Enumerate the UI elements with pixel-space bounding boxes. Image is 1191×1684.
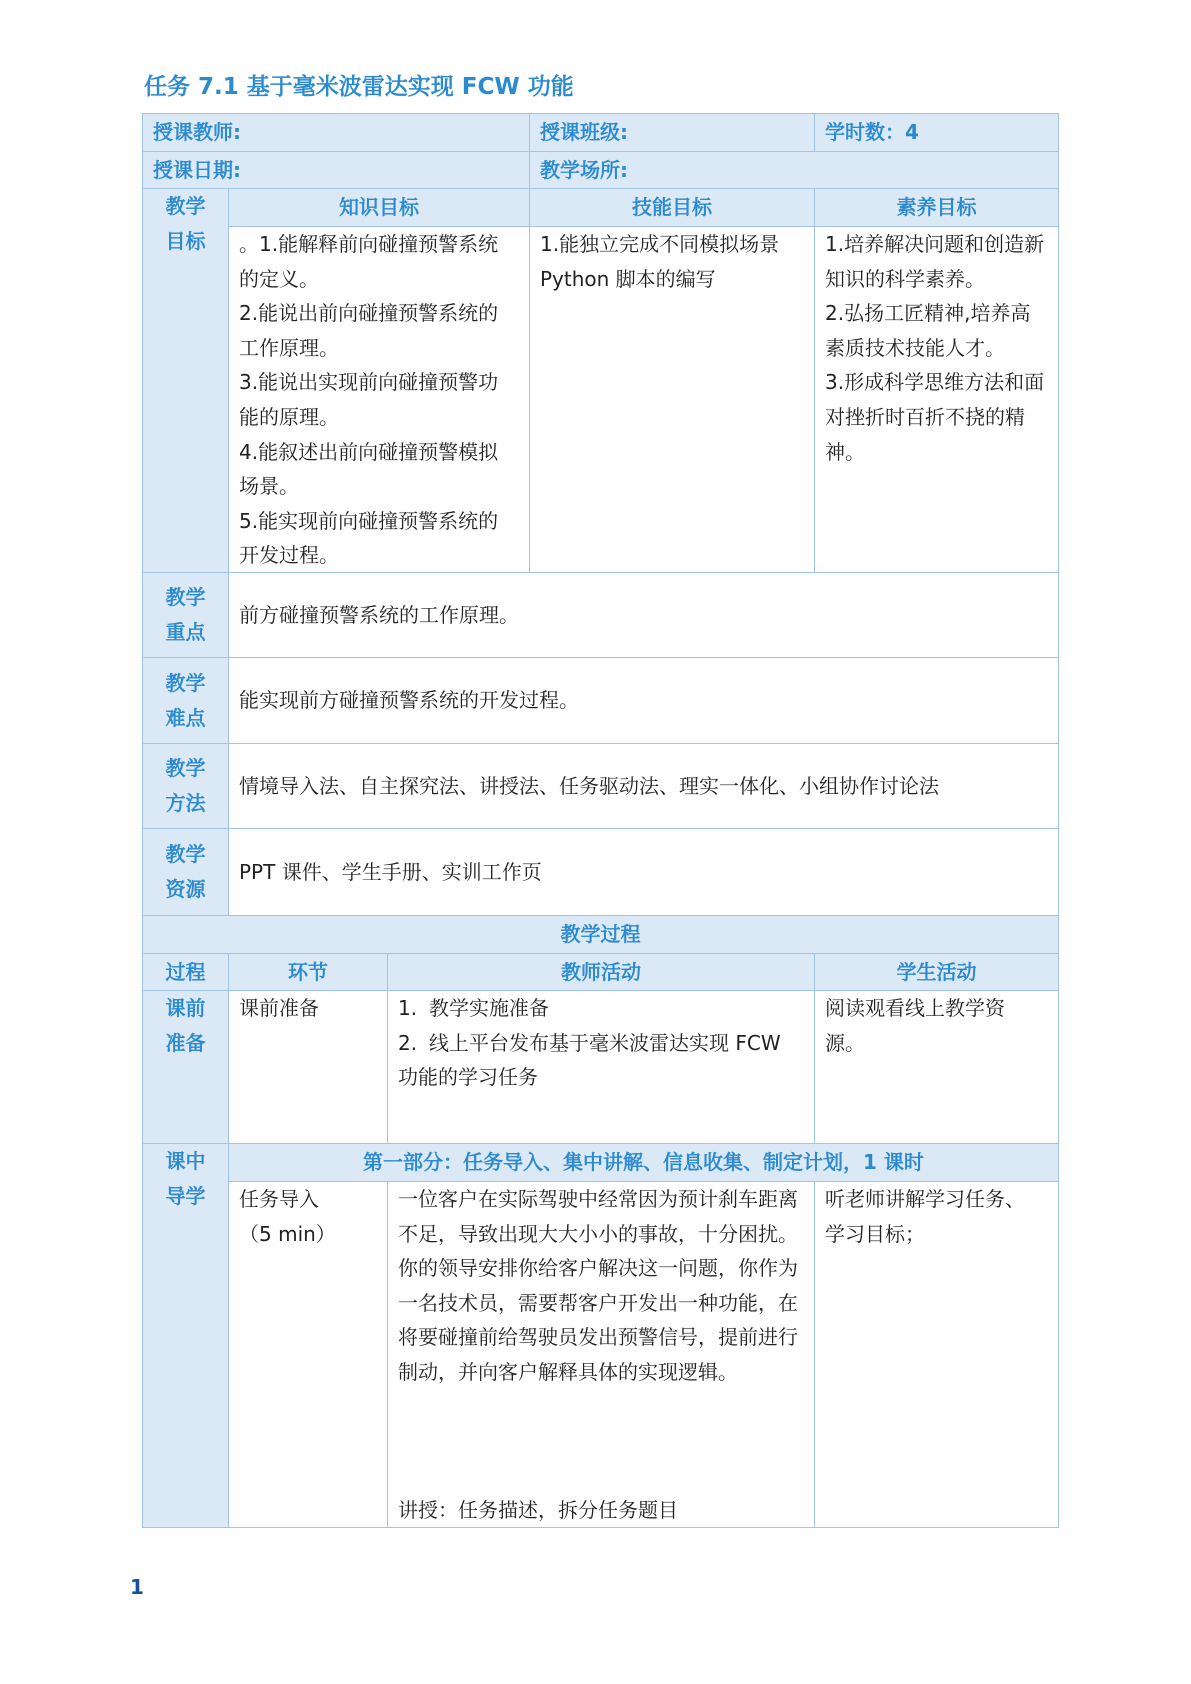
knowledge-header (228, 188, 530, 227)
in-class-step-cell (228, 1181, 388, 1528)
page-number: 1 (130, 1575, 144, 1599)
teacher-label-cell (142, 113, 530, 152)
text-line: 阅读观看线上教学资 (825, 996, 1005, 1020)
venue-label-cell (529, 151, 1059, 189)
label-line: 教学 (165, 194, 206, 218)
teacher-label: 授课教师: (153, 120, 241, 145)
list-item-text: 线上平台发布基于毫米波雷达实现 FCW (429, 1030, 781, 1055)
text-line: 3.能说出实现前向碰撞预警功 (239, 370, 499, 395)
knowledge-header-label: 知识目标 (339, 195, 419, 220)
text-line: 将要碰撞前给驾驶员发出预警信号，提前进行 (398, 1325, 798, 1350)
step-text: 课前准备 (239, 996, 319, 1020)
resources-cell (228, 828, 1059, 916)
difficulties-text: 能实现前方碰撞预警系统的开发过程。 (239, 688, 579, 713)
key-points-cell (228, 572, 1059, 658)
literacy-header (814, 188, 1059, 227)
student-activity-header (814, 953, 1059, 991)
label-line: 教学 (165, 842, 206, 867)
text-line: 一位客户在实际驾驶中经常因为预计刹车距离 (398, 1187, 798, 1211)
text-line: 工作原理。 (239, 335, 339, 360)
in-class-label-cell (142, 1143, 229, 1528)
text-line: 源。 (825, 1030, 865, 1055)
methods-cell (228, 743, 1059, 829)
text-line: 你的领导安排你给客户解决这一问题，你作为 (398, 1256, 798, 1281)
class-label: 授课班级: (540, 120, 628, 145)
text-line: 制动，并向客户解释具体的实现逻辑。 (398, 1359, 738, 1384)
label-line: 目标 (165, 228, 206, 253)
skill-objectives (529, 226, 815, 573)
objectives-label-cell (142, 188, 229, 573)
venue-label: 教学场所: (540, 157, 628, 182)
class-label-cell (529, 113, 815, 152)
pre-class-label-cell (142, 990, 229, 1144)
label-line: 导学 (165, 1183, 206, 1208)
list-number: 1. (398, 996, 418, 1020)
text-line: 开发过程。 (239, 543, 339, 568)
text-line: 1.培养解决问题和创造新 (825, 232, 1045, 256)
in-class-teacher-cell (387, 1181, 815, 1528)
step-text: 任务导入 (239, 1187, 319, 1211)
label-line: 教学 (165, 585, 206, 610)
text-line: 2.弘扬工匠精神,培养高 (825, 301, 1031, 326)
step-duration: （5 min） (239, 1221, 336, 1246)
date-label: 授课日期: (153, 157, 241, 182)
methods-label-cell (142, 743, 229, 829)
difficulties-label-cell (142, 657, 229, 744)
knowledge-objectives (228, 226, 530, 573)
text-line: 的定义。 (239, 266, 319, 291)
pre-class-student-cell (814, 990, 1059, 1144)
step-header (228, 953, 388, 991)
process-title-label: 教学过程 (560, 922, 641, 947)
teacher-activity-header-label: 教师活动 (561, 959, 641, 984)
pre-class-step-cell (228, 990, 388, 1144)
list-item-text: 教学实施准备 (429, 996, 549, 1020)
methods-text: 情境导入法、自主探究法、讲授法、任务驱动法、理实一体化、小组协作讨论法 (239, 773, 939, 798)
difficulties-cell (228, 657, 1059, 744)
skill-header-label: 技能目标 (632, 195, 712, 220)
text-line: 听老师讲解学习任务、 (825, 1187, 1025, 1211)
text-line: 一名技术员，需要帮客户开发出一种功能，在 (398, 1290, 798, 1315)
literacy-header-label: 素养目标 (896, 195, 977, 220)
text-line: Python 脚本的编写 (540, 266, 716, 291)
label-line: 方法 (165, 791, 206, 815)
list-number: 2. (398, 1030, 418, 1055)
text-line: 能的原理。 (239, 404, 339, 429)
in-class-student-cell (814, 1181, 1059, 1528)
part-one-header (228, 1143, 1059, 1182)
label-line: 课前 (165, 996, 206, 1020)
page-title: 任务 7.1 基于毫米波雷达实现 FCW 功能 (144, 74, 574, 100)
label-line: 课中 (165, 1149, 206, 1173)
text-line: 知识的科学素养。 (825, 266, 985, 291)
resources-label-cell (142, 828, 229, 916)
resources-text: PPT 课件、学生手册、实训工作页 (239, 859, 542, 884)
text-line: 场景。 (239, 474, 299, 499)
text-line: 神。 (825, 439, 865, 464)
text-line: 5.能实现前向碰撞预警系统的 (239, 508, 499, 533)
teacher-activity-header (387, 953, 815, 991)
text-line: 。1.能解释前向碰撞预警系统 (239, 232, 499, 256)
process-title (142, 915, 1059, 954)
text-line: 3.形成科学思维方法和面 (825, 370, 1045, 395)
key-points-label-cell (142, 572, 229, 658)
label-line: 教学 (165, 756, 206, 781)
text-line: 对挫折时百折不挠的精 (825, 404, 1025, 429)
text-line: 1.能独立完成不同模拟场景 (540, 232, 780, 256)
stage-header (142, 953, 229, 991)
hours-label-cell (814, 113, 1059, 152)
text-line: 4.能叙述出前向碰撞预警模拟 (239, 439, 499, 464)
pre-class-teacher-cell (387, 990, 815, 1144)
list-item-continuation: 功能的学习任务 (398, 1065, 538, 1090)
lecture-text: 讲授：任务描述，拆分任务题目 (398, 1498, 678, 1523)
label-line: 资源 (165, 877, 206, 901)
literacy-objectives (814, 226, 1059, 573)
label-line: 重点 (165, 620, 206, 644)
date-label-cell (142, 151, 530, 189)
label-line: 教学 (165, 670, 206, 695)
label-line: 难点 (165, 705, 206, 730)
stage-header-label: 过程 (165, 959, 206, 984)
text-line: 素质技术技能人才。 (825, 335, 1005, 360)
list-item (398, 991, 804, 1026)
text-line: 学习目标； (825, 1221, 925, 1246)
step-header-label: 环节 (288, 959, 328, 984)
label-line: 准备 (165, 1030, 206, 1055)
part-one-title: 第一部分：任务导入、集中讲解、信息收集、制定计划，1 课时 (363, 1150, 924, 1175)
student-activity-header-label: 学生活动 (896, 959, 977, 984)
hours-label: 学时数：4 (825, 120, 919, 145)
text-line: 2.能说出前向碰撞预警系统的 (239, 301, 499, 326)
list-item (398, 1026, 804, 1061)
key-points-text: 前方碰撞预警系统的工作原理。 (239, 602, 519, 627)
skill-header (529, 188, 815, 227)
text-line: 不足，导致出现大大小小的事故，十分困扰。 (398, 1221, 798, 1246)
